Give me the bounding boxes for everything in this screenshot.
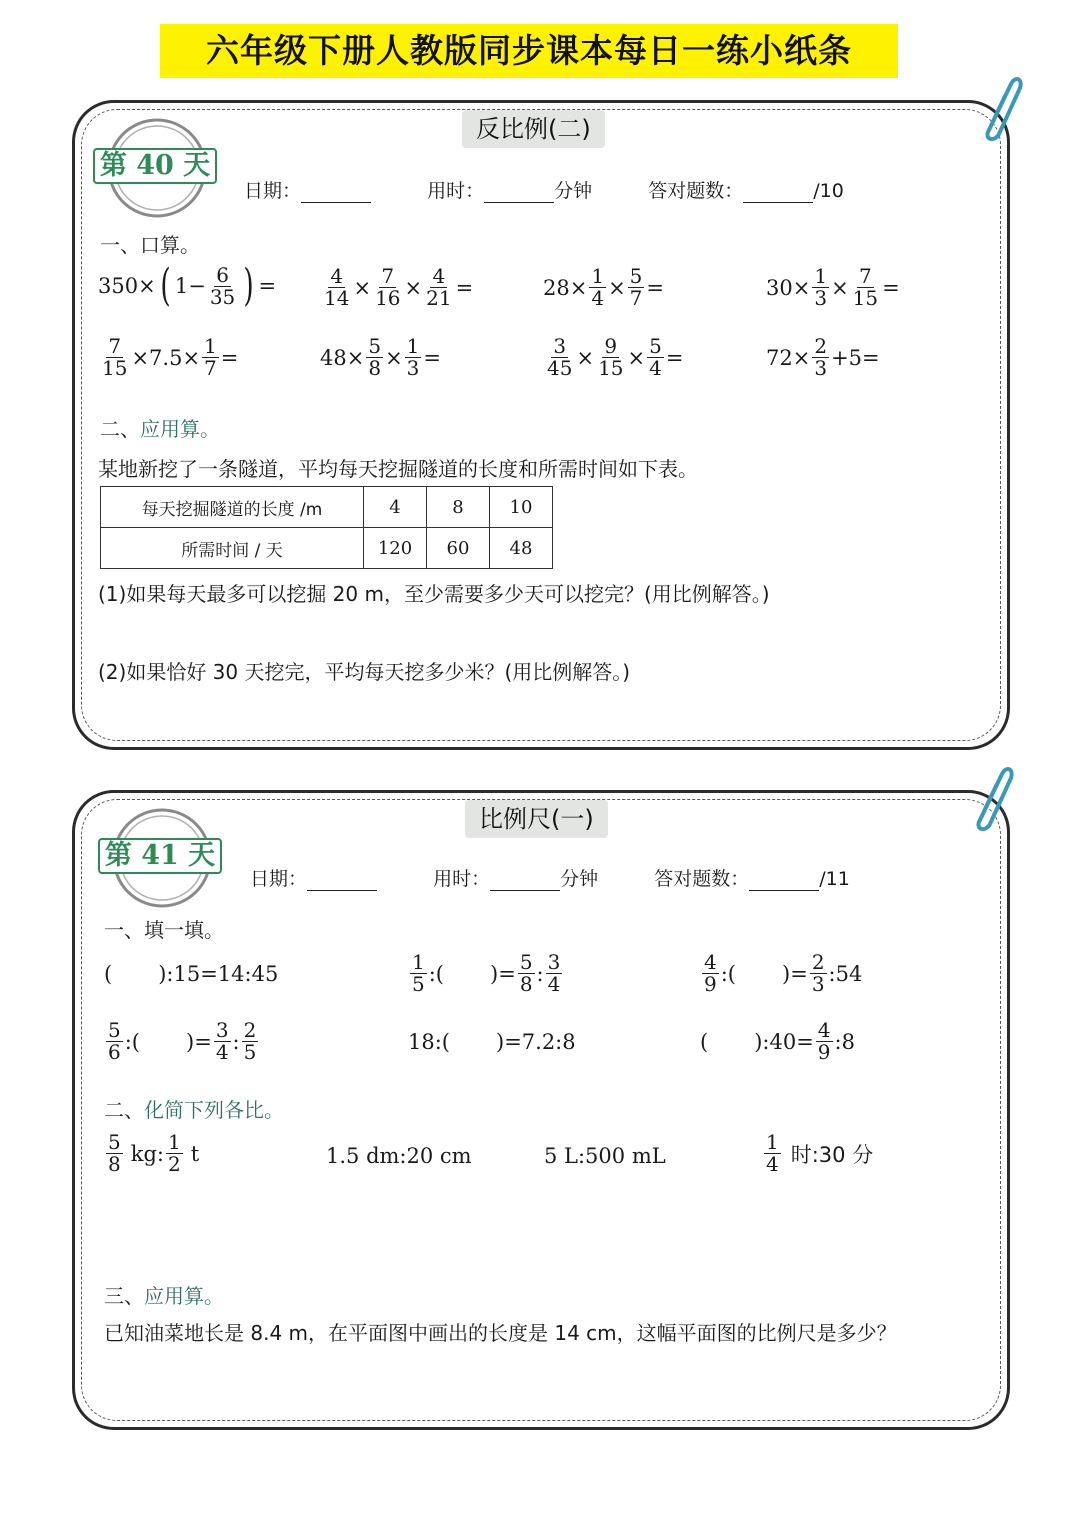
day40-meta [244,176,844,203]
table-cell: 8 [427,487,490,528]
fill-expr: ( ) :15=14:45 [104,962,279,986]
oral-expr: $\frac{3}{45}$ × $\frac{9}{15}$ × $\frac{5}{4}$ = [547,334,684,380]
table-row [101,528,553,569]
day40-badge-label: 第 40 天 [93,148,217,184]
time-field[interactable] [490,868,560,891]
fill-expr: $\frac{4}{9}$ :( )= $\frac{2}{3}$ :54 [704,950,863,996]
time-label: 用时： [427,180,485,202]
oral-expr: $\frac{4}{14}$ × $\frac{7}{16}$ × $\frac{4}{21}$ = [324,264,474,310]
day41-topic: 比例尺(一) [465,800,608,838]
minutes-label: 分钟 [554,180,593,202]
day40-section2-heading: 二、应用算。 [100,417,220,441]
day41-section3-heading: 三、应用算。 [104,1284,224,1308]
fill-expr: ( ):40= $\frac{4}{9}$ :8 [700,1018,855,1064]
time-field[interactable] [484,180,554,203]
correct-field[interactable] [743,180,813,203]
day40-topic: 反比例(二) [462,110,605,148]
table-row-label: 所需时间 / 天 [101,528,364,569]
date-field[interactable] [301,180,371,203]
table-cell: 120 [364,528,427,569]
day41-badge [104,806,216,910]
table-row-label: 每天挖掘隧道的长度 /m [101,487,364,528]
table-row [101,487,553,528]
table-cell: 10 [490,487,553,528]
fill-expr: $\frac{1}{5}$ :( )= $\frac{5}{8}$ : $\frac{3}{4}$ [412,950,561,996]
tunnel-table [100,486,553,569]
day40-badge [99,116,211,220]
time-label: 用时： [433,868,491,890]
day41-section1-heading: 一、填一填。 [104,918,224,942]
correct-label: 答对题数： [654,868,750,890]
fill-expr: $\frac{5}{6}$ :( )= $\frac{3}{4}$ : $\frac{2}{5}$ [108,1018,257,1064]
simplify-expr: 1.5 dm:20 cm [326,1144,472,1168]
date-label: 日期： [244,180,302,202]
oral-expr: 28× $\frac{1}{4}$ × $\frac{5}{7}$ = [543,264,665,310]
table-cell: 60 [427,528,490,569]
oral-expr: 72× $\frac{2}{3}$ +5= [766,334,880,380]
simplify-expr: $\frac{1}{4}$ 时:30 分 [766,1130,874,1176]
simplify-expr: $\frac{5}{8}$ kg: $\frac{1}{2}$ t [108,1130,200,1176]
date-label: 日期： [250,868,308,890]
oral-expr: 48× $\frac{5}{8}$ × $\frac{1}{3}$ = [320,334,442,380]
oral-expr: 30× $\frac{1}{3}$ × $\frac{7}{15}$ = [766,264,900,310]
correct-field[interactable] [749,868,819,891]
oral-expr: $\frac{7}{15}$ ×7.5× $\frac{1}{7}$ = [102,334,239,380]
day40-question-1: (1)如果每天最多可以挖掘 20 m，至少需要多少天可以挖完？(用比例解答。) [98,582,770,606]
paperclip-icon [966,762,1016,842]
day40-section1-heading: 一、口算。 [100,233,200,257]
minutes-label: 分钟 [560,868,599,890]
oral-expr: 350× ( 1− $\frac{6}{35}$ ) = [98,260,277,311]
fill-expr: 18:( )=7.2:8 [408,1030,576,1054]
day40-problem: 某地新挖了一条隧道，平均每天挖掘隧道的长度和所需时间如下表。 [98,457,698,481]
table-cell: 4 [364,487,427,528]
correct-label: 答对题数： [648,180,744,202]
day41-section2-heading: 二、化简下列各比。 [104,1098,284,1122]
table-cell: 48 [490,528,553,569]
total-count: /11 [819,868,850,890]
simplify-expr: 5 L:500 mL [544,1144,666,1168]
day41-problem: 已知油菜地长是 8.4 m，在平面图中画出的长度是 14 cm，这幅平面图的比例尺是多少？ [104,1321,897,1345]
total-count: /10 [813,180,844,202]
date-field[interactable] [307,868,377,891]
paperclip-icon [975,72,1025,152]
day41-meta [250,864,850,891]
day40-question-2: (2)如果恰好 30 天挖完，平均每天挖多少米？(用比例解答。) [98,660,631,684]
page-title: 六年级下册人教版同步课本每日一练小纸条 [160,24,898,78]
day41-badge-label: 第 41 天 [98,838,222,874]
